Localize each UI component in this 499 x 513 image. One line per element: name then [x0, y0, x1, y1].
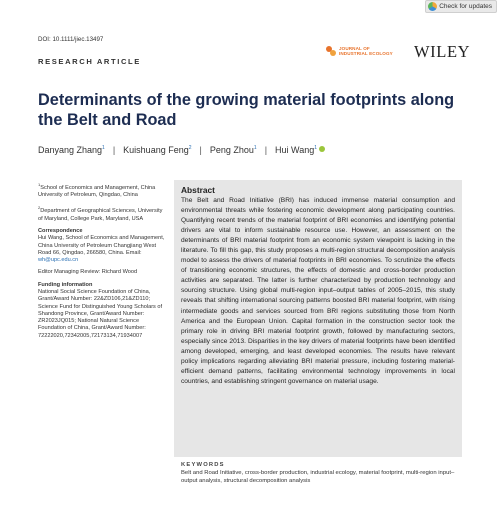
author[interactable]: Kuishuang Feng$^2$	[123, 145, 192, 155]
check-for-updates-button[interactable]	[425, 0, 497, 13]
correspondence-text: Hui Wang, School of Economics and Management, China University of Petroleum Changjiang West Road 66, Qingdao, 266580, China. Email: wh@upc.edu.cn	[38, 235, 165, 264]
affiliation: $^2$Department of Geographical Sciences, University of Maryland, College Park, Maryland, USA	[38, 205, 163, 222]
abstract-heading: Abstract	[181, 185, 215, 195]
publisher-logo: WILEY	[414, 42, 471, 61]
keywords-heading: KEYWORDS	[181, 462, 225, 468]
author-list	[38, 145, 325, 155]
journal-logo-icon	[326, 46, 336, 56]
funding-heading: Funding information	[38, 281, 93, 288]
article-title: Determinants of the growing material footprints along the Belt and Road	[38, 91, 455, 129]
keywords-text: Belt and Road Initiative, cross-border production, industrial ecology, material footprint, multi-region input–output analysis, structural decomposition analysis	[181, 470, 455, 484]
journal-name-line2: INDUSTRIAL ECOLOGY	[339, 51, 393, 56]
journal-name-line1: JOURNAL OF	[339, 46, 370, 51]
correspondence-heading: Correspondence	[38, 227, 83, 234]
doi[interactable]: DOI: 10.1111/jiec.13497	[38, 36, 104, 43]
journal-logo	[326, 46, 393, 56]
author[interactable]: Danyang Zhang$^1$	[38, 145, 105, 155]
author-separator: |	[264, 145, 268, 155]
author[interactable]: Hui Wang$^1$	[275, 145, 317, 155]
article-type: RESEARCH ARTICLE	[38, 57, 141, 66]
author-separator: |	[199, 145, 202, 155]
author[interactable]: Peng Zhou$^1$	[209, 145, 257, 155]
crossmark-icon	[428, 2, 437, 11]
author-separator: |	[112, 145, 116, 155]
abstract-text: The Belt and Road Initiative (BRI) has induced immense material consumption and environmental threats while fostering economic development along participating countries. Quantifying recent trends of the material footprint of BRI economies and identifying potential drivers are vital to inform sustainable resource use. However, an assessment on the determinants of BRI material footprint from an economic system viewpoint is lacking in the literature. To fill this gap, this study proposes a multi-region structural decomposition analysis model to assess the drivers of material footprints in BRI economies. To scrutinize the effects of transitioning economic structures, the effects of domestic and cross-border production activities are separated. The latter is further characterized by production technology and sourcing structure. Using global multi-region input–output tables of 2005–2015, this study reveals that shifting international sourcing patterns boosted BRI material footprint, with rising intermediate goods and services sourced from BRI regions substituting those from North America and the European Union. Capital formation in the construction sector took the primary role in driving BRI material footprint growth, followed by manufacturing sectors, especially since 2013. Disparities in the key drivers of material footprints have been identified among developed, emerging, and least developed economies. The results have relevant policy implications regarding alleviating BRI material pressure, including fostering material-efficient demand patterns, facilitating environmental technology improvements in local countries, and establishing stringent governance on material usage.	[181, 197, 455, 385]
article-info-column	[38, 181, 168, 345]
abstract-box	[174, 180, 462, 457]
funding-text: National Social Science Foundation of China, Grant/Award Number: 22&ZD106,21&ZD110; Science Fund for Distinguished Young Scholars of Shandong Province, Grant/Award Number: ZR2023JQ015; National Natural Science Foundation of China, Grant/Award Number: 72222020,72342005,72173134,71934007	[38, 288, 163, 339]
check-for-updates-label: Check for updates	[439, 3, 492, 10]
editor-note: Editor Managing Review: Richard Wood	[38, 269, 138, 276]
orcid-icon[interactable]	[319, 146, 325, 152]
affiliation: $^1$School of Economics and Management, China University of Petroleum, Qingdao, China	[38, 182, 156, 199]
keywords-section	[174, 462, 462, 485]
email-link[interactable]: wh@upc.edu.cn	[38, 257, 79, 264]
